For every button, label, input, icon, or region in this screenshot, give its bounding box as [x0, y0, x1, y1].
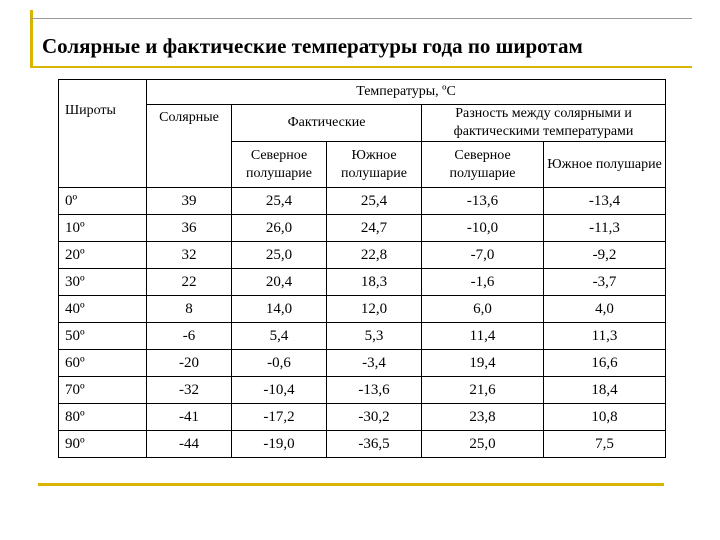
cell-actual-south: -30,2 — [327, 404, 422, 431]
cell-actual-north: 26,0 — [232, 215, 327, 242]
header-diff-north: Северное полушарие — [422, 142, 544, 188]
cell-actual-north: 5,4 — [232, 323, 327, 350]
cell-latitude: 90º — [59, 431, 147, 458]
cell-actual-south: 12,0 — [327, 296, 422, 323]
cell-latitude: 20º — [59, 242, 147, 269]
table-row — [59, 269, 666, 296]
cell-solar: 36 — [147, 215, 232, 242]
cell-latitude: 10º — [59, 215, 147, 242]
cell-diff-north: 25,0 — [422, 431, 544, 458]
cell-latitude: 50º — [59, 323, 147, 350]
top-rule — [30, 18, 692, 19]
cell-diff-south: -9,2 — [544, 242, 666, 269]
header-row-2 — [59, 105, 666, 142]
cell-diff-north: -10,0 — [422, 215, 544, 242]
header-difference: Разность между солярными и фактическими температурами — [422, 105, 666, 142]
cell-solar: -44 — [147, 431, 232, 458]
table-row — [59, 242, 666, 269]
table-row — [59, 377, 666, 404]
cell-actual-south: -13,6 — [327, 377, 422, 404]
cell-diff-south: 16,6 — [544, 350, 666, 377]
cell-solar: -20 — [147, 350, 232, 377]
header-actual-south: Южное полушарие — [327, 142, 422, 188]
cell-actual-north: 20,4 — [232, 269, 327, 296]
title-underline — [30, 66, 692, 68]
cell-actual-north: -17,2 — [232, 404, 327, 431]
table-row — [59, 215, 666, 242]
cell-actual-north: 25,4 — [232, 188, 327, 215]
cell-diff-north: 19,4 — [422, 350, 544, 377]
table-row — [59, 296, 666, 323]
cell-diff-south: -11,3 — [544, 215, 666, 242]
cell-diff-north: -13,6 — [422, 188, 544, 215]
table-row — [59, 323, 666, 350]
table-row — [59, 188, 666, 215]
cell-solar: -6 — [147, 323, 232, 350]
cell-diff-north: 11,4 — [422, 323, 544, 350]
cell-actual-south: -3,4 — [327, 350, 422, 377]
cell-actual-north: -0,6 — [232, 350, 327, 377]
cell-actual-south: -36,5 — [327, 431, 422, 458]
cell-solar: -32 — [147, 377, 232, 404]
table-row — [59, 350, 666, 377]
cell-latitude: 80º — [59, 404, 147, 431]
cell-actual-north: 14,0 — [232, 296, 327, 323]
bottom-accent-rule — [38, 483, 664, 486]
cell-diff-north: -7,0 — [422, 242, 544, 269]
cell-diff-south: 11,3 — [544, 323, 666, 350]
cell-actual-south: 5,3 — [327, 323, 422, 350]
cell-solar: 32 — [147, 242, 232, 269]
cell-solar: 22 — [147, 269, 232, 296]
cell-actual-north: 25,0 — [232, 242, 327, 269]
header-row-1 — [59, 80, 666, 105]
header-actual-north: Северное полушарие — [232, 142, 327, 188]
cell-solar: 8 — [147, 296, 232, 323]
cell-actual-north: -19,0 — [232, 431, 327, 458]
cell-actual-south: 18,3 — [327, 269, 422, 296]
cell-diff-north: 6,0 — [422, 296, 544, 323]
cell-latitude: 30º — [59, 269, 147, 296]
table-header — [59, 80, 666, 188]
cell-diff-south: 10,8 — [544, 404, 666, 431]
cell-actual-south: 24,7 — [327, 215, 422, 242]
cell-solar: 39 — [147, 188, 232, 215]
header-actual: Фактические — [232, 105, 422, 142]
cell-diff-south: 7,5 — [544, 431, 666, 458]
cell-solar: -41 — [147, 404, 232, 431]
temperature-table — [58, 79, 666, 458]
cell-diff-north: 23,8 — [422, 404, 544, 431]
cell-diff-south: -3,7 — [544, 269, 666, 296]
cell-diff-north: 21,6 — [422, 377, 544, 404]
header-diff-south: Южное полушарие — [544, 142, 666, 188]
cell-actual-north: -10,4 — [232, 377, 327, 404]
cell-actual-south: 22,8 — [327, 242, 422, 269]
cell-latitude: 0º — [59, 188, 147, 215]
table-row — [59, 431, 666, 458]
table-body — [59, 188, 666, 458]
cell-diff-south: -13,4 — [544, 188, 666, 215]
cell-diff-south: 4,0 — [544, 296, 666, 323]
header-solar: Солярные — [147, 105, 232, 188]
header-latitudes: Широты — [59, 80, 147, 188]
cell-latitude: 40º — [59, 296, 147, 323]
slide-title: Солярные и фактические температуры года по широтам — [42, 34, 583, 58]
cell-latitude: 70º — [59, 377, 147, 404]
cell-diff-north: -1,6 — [422, 269, 544, 296]
table-row — [59, 404, 666, 431]
header-temperatures: Температуры, ºС — [147, 80, 666, 105]
cell-latitude: 60º — [59, 350, 147, 377]
cell-actual-south: 25,4 — [327, 188, 422, 215]
cell-diff-south: 18,4 — [544, 377, 666, 404]
